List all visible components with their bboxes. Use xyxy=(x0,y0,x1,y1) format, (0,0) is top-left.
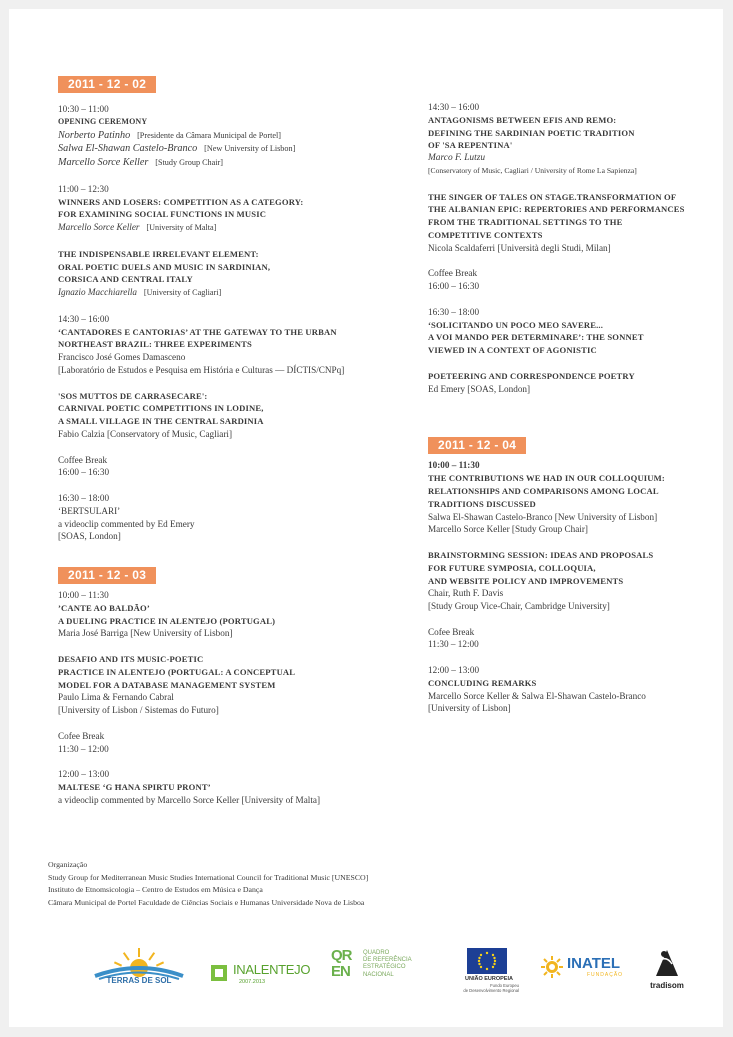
session-title-line: COMPETITIVE CONTEXTS xyxy=(428,229,543,240)
session-title-line: THE SINGER OF TALES ON STAGE.TRANSFORMATION OF xyxy=(428,191,677,202)
session-title-line: ‘SOLICITANDO UN POCO MEO SAVERE... xyxy=(428,319,604,330)
tradisom-logo xyxy=(647,946,687,994)
speaker-line: Salwa El-Shawan Castelo-Branco [New University of Lisbon] xyxy=(428,511,658,522)
session-title-line: CARNIVAL POETIC COMPETITIONS IN LODINE, xyxy=(58,403,264,414)
speaker-line: Ed Emery [SOAS, London] xyxy=(428,383,531,394)
qren-text: QUADRO DE REFERÊNCIA ESTRATÉGICO NACIONAL xyxy=(363,950,412,978)
speaker-line: [University of Lisbon] xyxy=(428,703,511,714)
inalentejo-text: INALENTEJO xyxy=(233,962,311,977)
speaker-line: [Study Group Vice-Chair, Cambridge University] xyxy=(428,601,610,612)
session-title-line: 'SOS MUTTOS DE CARRASECARE': xyxy=(58,390,208,401)
session-winners-losers xyxy=(58,183,413,235)
session-contributions xyxy=(428,459,728,536)
left-column xyxy=(58,77,413,807)
speaker-line: Maria José Barriga [New University of Lisbon] xyxy=(58,628,233,639)
eu-text: UNIÃO EUROPEIA xyxy=(465,976,513,982)
inalentejo-logo xyxy=(209,960,309,990)
qren-logo xyxy=(331,948,423,992)
session-title-line: DEFINING THE SARDINIAN POETIC TRADITION xyxy=(428,127,635,138)
session-sos-muttos xyxy=(58,390,413,441)
session-title-line: A DUELING PRACTICE IN ALENTEJO (PORTUGAL) xyxy=(58,615,276,626)
break-time: 16:00 – 16:30 xyxy=(58,467,110,478)
session-title-line: TRADITIONS DISCUSSED xyxy=(428,498,536,509)
session-desc: a videoclip commented by Ed Emery xyxy=(58,518,195,529)
speaker: Salwa El-Shawan Castelo-Branco [New University of Lisbon] xyxy=(58,143,296,155)
inatel-sun-icon xyxy=(541,956,563,978)
session-title-line: CORSICA AND CENTRAL ITALY xyxy=(58,274,193,285)
sponsor-logos xyxy=(9,932,733,992)
speaker-affiliation: [Conservatory of Music, Cagliari / University of Rome La Sapienza] xyxy=(428,165,637,175)
session-title-line: PRACTICE IN ALENTEJO (PORTUGAL: A CONCEPTUAL xyxy=(58,666,296,677)
terras-de-sol-text: TERRAS DE SOL xyxy=(106,976,172,985)
session-title: MALTESE ‘G ĦANA SPIRTU PRONT’ xyxy=(58,782,211,793)
coffee-break xyxy=(428,626,728,652)
speaker: Ignazio Macchiarella [University of Cagliari] xyxy=(58,287,222,298)
speaker-line: a videoclip commented by Marcello Sorce Keller [University of Malta] xyxy=(58,794,321,805)
right-column xyxy=(428,101,728,715)
session-poeteering xyxy=(428,370,728,396)
break-time: 16:00 – 16:30 xyxy=(428,281,480,292)
session-time: 12:00 – 13:00 xyxy=(58,769,110,780)
session-title-line: VIEWED IN A CONTEXT OF AGONISTIC xyxy=(428,345,597,356)
speaker: Marcello Sorce Keller [University of Malta] xyxy=(58,222,217,233)
session-time: 14:30 – 16:00 xyxy=(58,313,110,324)
tradisom-figure-icon xyxy=(652,946,682,980)
break-time: 11:30 – 12:00 xyxy=(58,743,109,754)
inalentejo-mark-icon xyxy=(209,963,229,983)
session-title-line: DESAFIO AND ITS MUSIC-POETIC xyxy=(58,654,204,665)
speaker-line: Marcello Sorce Keller & Salwa El-Shawan Castelo-Branco xyxy=(428,690,646,701)
qren-mark: QREN xyxy=(331,947,352,980)
session-title-line: THE ALBANIAN EPIC: REPERTORIES AND PERFORMANCES xyxy=(428,204,685,215)
session-title-line: FOR EXAMINING SOCIAL FUNCTIONS IN MUSIC xyxy=(58,209,267,220)
session-time: 10:30 – 11:00 xyxy=(58,104,109,114)
inatel-text: INATEL xyxy=(567,955,621,972)
session-title-line: OF 'SA REPENTINA' xyxy=(428,140,513,151)
session-singer-of-tales xyxy=(428,191,728,255)
eu-flag-icon xyxy=(467,948,507,974)
session-title-line: THE CONTRIBUTIONS WE HAD IN OUR COLLOQUIUM: xyxy=(428,473,665,484)
session-time: 12:00 – 13:00 xyxy=(428,665,480,676)
coffee-break xyxy=(428,267,728,293)
speaker-line: Nicola Scaldaferri [Università degli Studi, Milan] xyxy=(428,242,611,253)
date-tab-day1: 2011 - 12 - 02 xyxy=(58,76,156,93)
speaker-line: Chair, Ruth F. Davis xyxy=(428,588,504,599)
organization-footer xyxy=(48,859,708,909)
break-label: Coffee Break xyxy=(58,454,108,465)
speaker-line: Marcello Sorce Keller [Study Group Chair] xyxy=(428,524,588,535)
session-time: 10:00 – 11:30 xyxy=(58,590,109,601)
speaker-affiliation: [University of Lisbon / Sistemas do Futuro] xyxy=(58,705,219,716)
session-solicitando xyxy=(428,306,728,357)
session-opening xyxy=(58,103,413,170)
session-title-line: NORTHEAST BRAZIL: THREE EXPERIMENTS xyxy=(58,339,252,350)
session-title-line: THE INDISPENSABLE IRRELEVANT ELEMENT: xyxy=(58,248,259,259)
speaker-name: Marco F. Lutzu xyxy=(428,153,486,164)
terras-de-sol-logo xyxy=(89,946,189,990)
session-title: ‘BERTSULARI’ xyxy=(58,505,121,516)
speaker: Norberto Patinho [Presidente da Câmara Municipal de Portel] xyxy=(58,129,281,141)
session-title-line: ORAL POETIC DUELS AND MUSIC IN SARDINIAN, xyxy=(58,261,271,272)
session-title-line: A VOI MANDO PER DETERMINARE’: THE SONNET xyxy=(428,332,644,343)
session-title-line: A SMALL VILLAGE IN THE CENTRAL SARDINIA xyxy=(58,416,264,427)
break-label: Cofee Break xyxy=(428,626,475,637)
inatel-logo xyxy=(541,954,631,984)
session-brainstorming xyxy=(428,549,728,613)
speaker-name: Paulo Lima & Fernando Cabral xyxy=(58,692,174,703)
session-title-line: ’CANTE AO BALDÃO’ xyxy=(58,602,150,613)
session-title-line: ANTAGONISMS BETWEEN EFIS AND REMO: xyxy=(428,114,617,125)
date-tab-day3: 2011 - 12 - 04 xyxy=(428,437,526,454)
break-time: 11:30 – 12:00 xyxy=(428,639,479,650)
session-title: POETEERING AND CORRESPONDENCE POETRY xyxy=(428,370,635,381)
session-time: 16:30 – 18:00 xyxy=(428,306,480,317)
session-title-line: MODEL FOR A DATABASE MANAGEMENT SYSTEM xyxy=(58,679,276,690)
session-desafio xyxy=(58,653,413,717)
tradisom-text: tradisom xyxy=(650,981,684,990)
session-title-line: AND WEBSITE POLICY AND IMPROVEMENTS xyxy=(428,575,624,586)
inalentejo-years: 2007.2013 xyxy=(239,979,265,985)
session-title-line: RELATIONSHIPS AND COMPARISONS AMONG LOCAL xyxy=(428,485,659,496)
session-cante-baldao xyxy=(58,589,413,640)
coffee-break xyxy=(58,730,413,756)
session-time: 11:00 – 12:30 xyxy=(58,183,109,194)
session-concluding xyxy=(428,664,728,715)
session-bertsulari xyxy=(58,492,413,543)
session-title: OPENING CEREMONY xyxy=(58,116,148,126)
eu-subtext: Fundo Europeu de Desenvolvimento Regional xyxy=(463,983,519,993)
break-label: Coffee Break xyxy=(428,268,478,279)
eu-logo xyxy=(439,948,519,996)
speaker-name: Francisco José Gomes Damasceno xyxy=(58,352,186,363)
session-time: 14:30 – 16:00 xyxy=(428,102,480,112)
session-maltese xyxy=(58,768,413,806)
footer-line: Câmara Municipal de Portel Faculdade de Ciências Sociais e Humanas Universidade Nova de Lisboa xyxy=(48,897,365,907)
footer-line: Study Group for Mediterranean Music Studies International Council for Traditional Music [UNESCO] xyxy=(48,872,369,882)
coffee-break xyxy=(58,454,413,480)
session-time: 16:30 – 18:00 xyxy=(58,492,110,503)
session-title-line: ‘CANTADORES E CANTORIAS’ AT THE GATEWAY TO THE URBAN xyxy=(58,326,337,337)
session-title-line: FOR FUTURE SYMPOSIA, COLLOQUIA, xyxy=(428,562,596,573)
session-title-line: WINNERS AND LOSERS: COMPETITION AS A CATEGORY: xyxy=(58,196,304,207)
inatel-subtext: FUNDAÇÃO xyxy=(587,972,624,978)
session-title-line: BRAINSTORMING SESSION: IDEAS AND PROPOSALS xyxy=(428,549,654,560)
speaker-line: Fabio Calzia [Conservatory of Music, Cagliari] xyxy=(58,428,233,439)
footer-heading: Organização xyxy=(48,860,88,869)
break-label: Cofee Break xyxy=(58,730,105,741)
speaker-affiliation: [Laboratório de Estudos e Pesquisa em História e Culturas — DÍCTIS/CNPq] xyxy=(58,364,345,375)
session-indispensable xyxy=(58,248,413,300)
sun-icon xyxy=(89,946,189,980)
session-cantadores xyxy=(58,313,413,377)
footer-line: Instituto de Etnomsicologia – Centro de Estudos em Música e Dança xyxy=(48,885,263,895)
session-time: 10:00 – 11:30 xyxy=(428,460,480,471)
speaker: Marcello Sorce Keller [Study Group Chair] xyxy=(58,157,224,169)
session-title: CONCLUDING REMARKS xyxy=(428,677,537,688)
session-antagonisms xyxy=(428,101,728,178)
program-page xyxy=(9,9,723,1027)
date-tab-day2: 2011 - 12 - 03 xyxy=(58,567,156,584)
session-affiliation: [SOAS, London] xyxy=(58,531,121,542)
session-title-line: FROM THE TRADITIONAL SETTINGS TO THE xyxy=(428,217,623,228)
